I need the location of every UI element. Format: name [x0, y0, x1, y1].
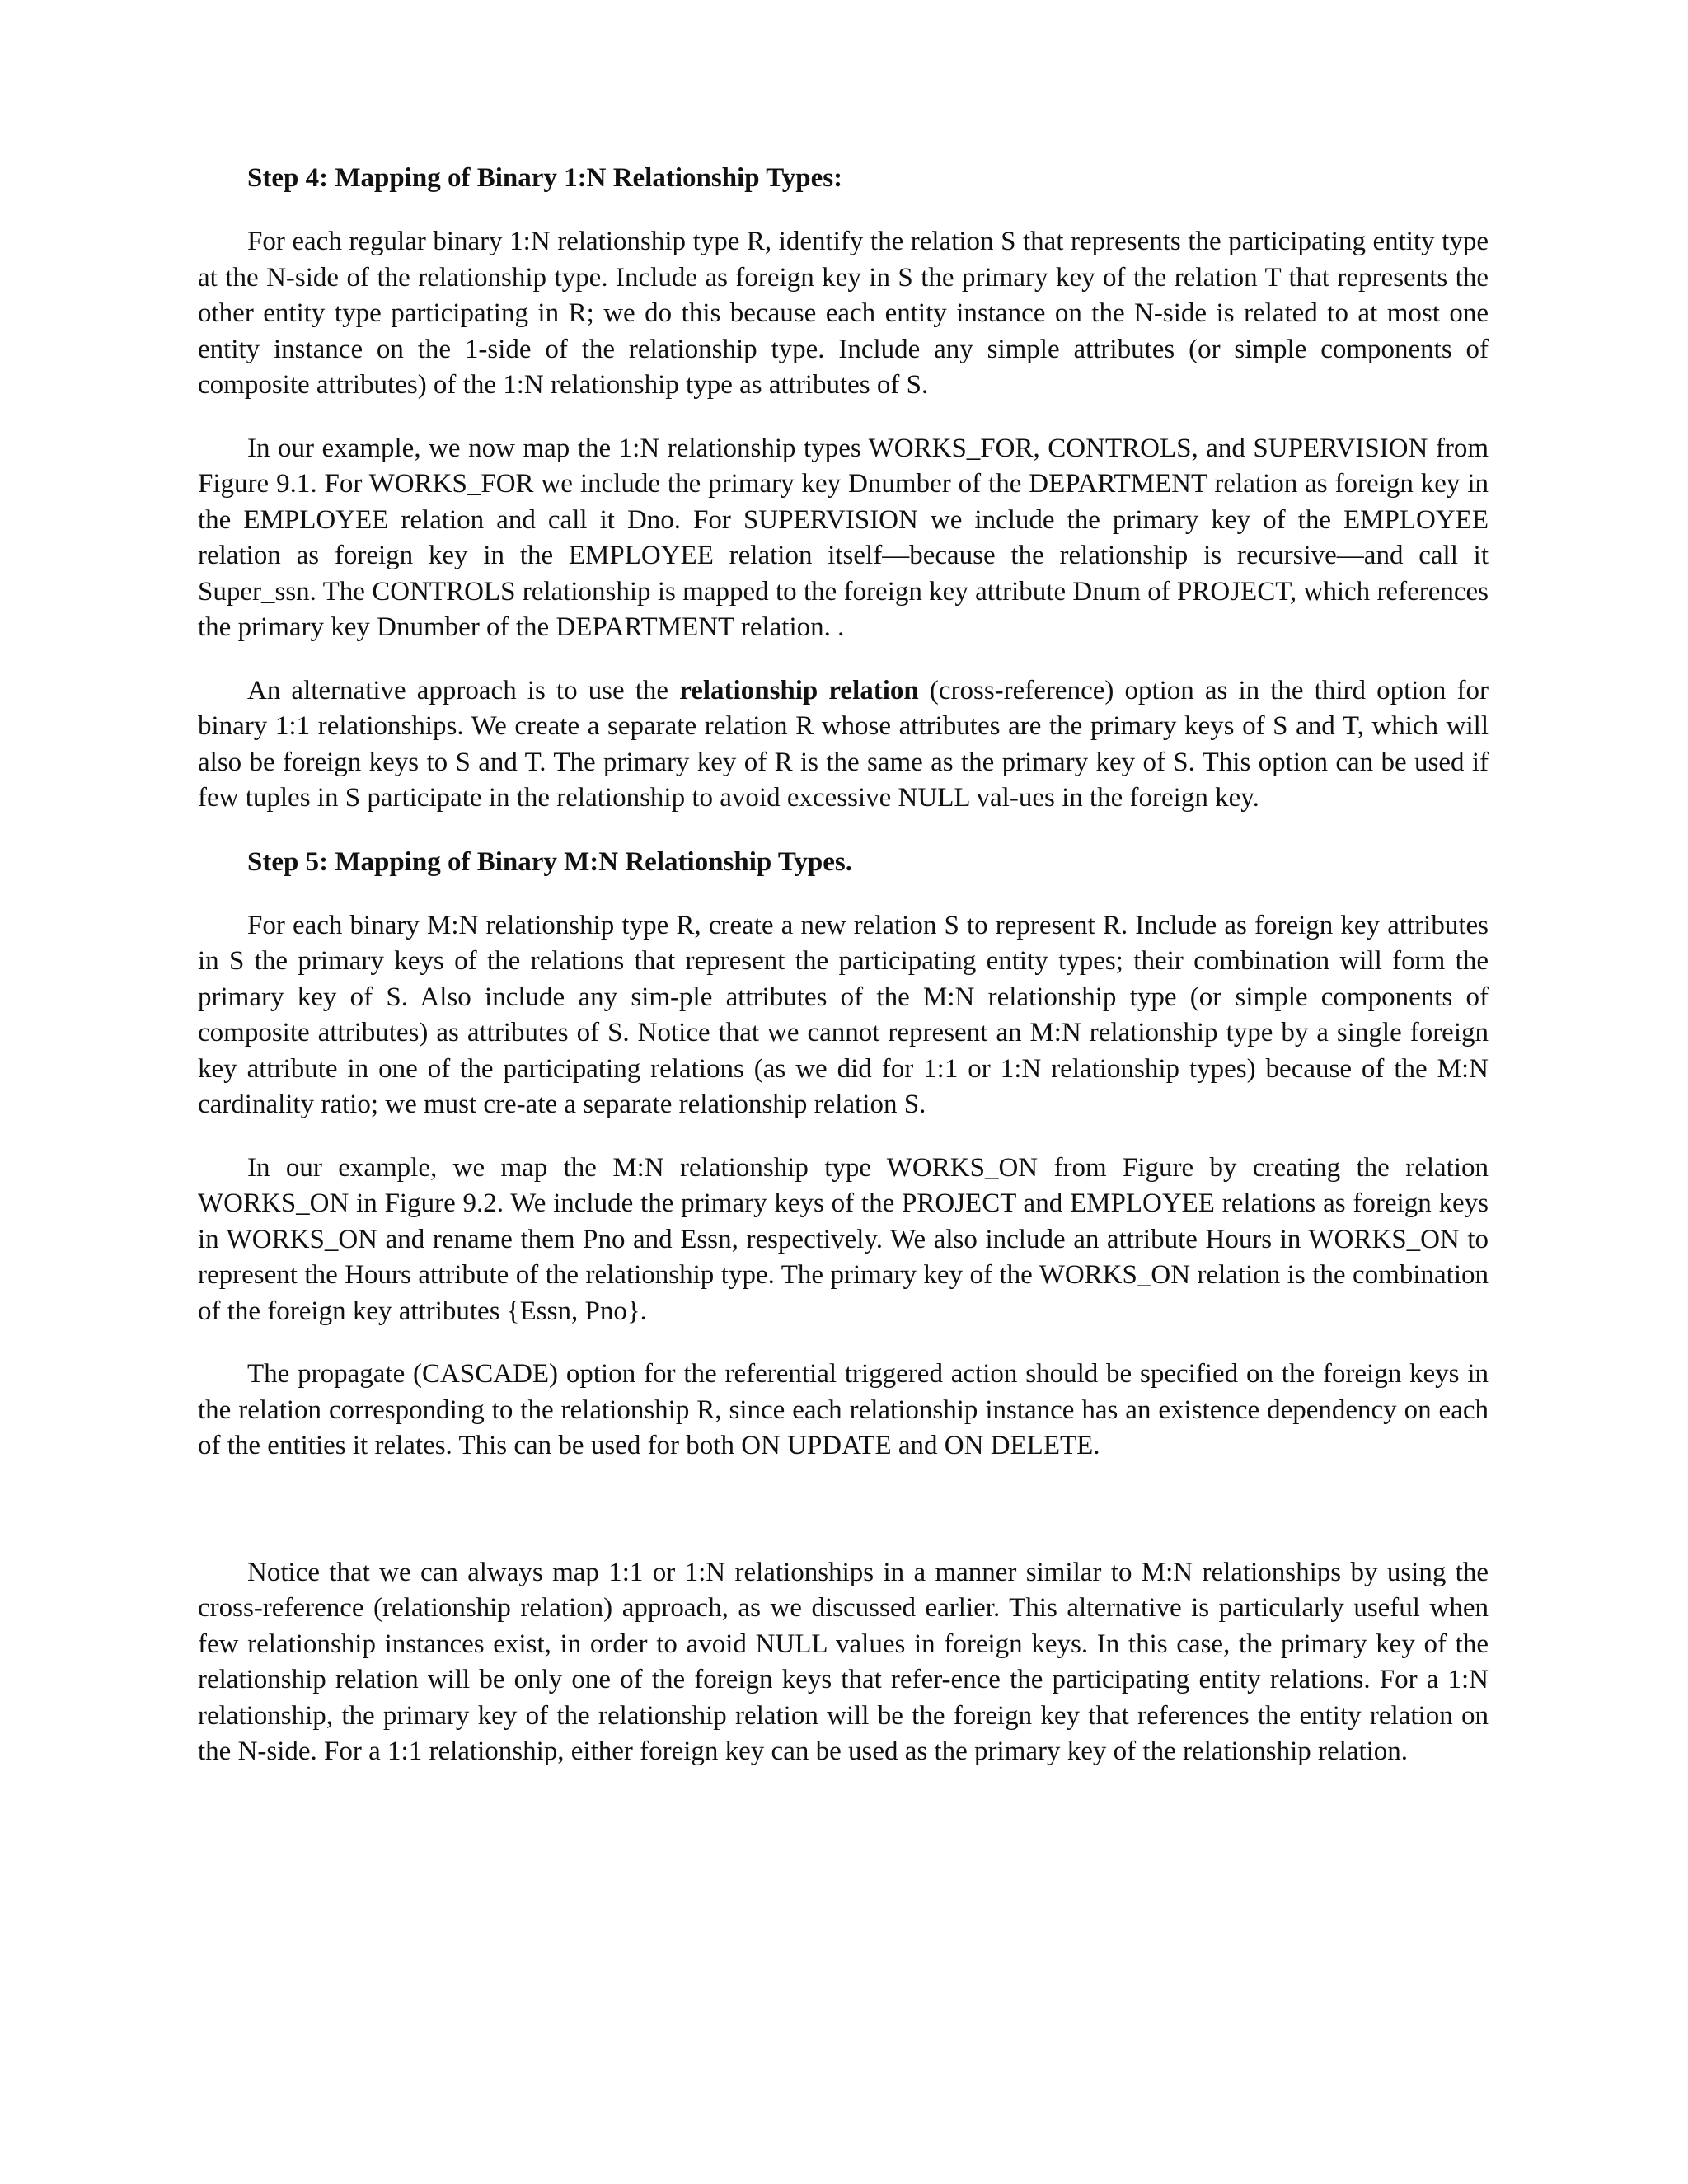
- step4-paragraph-2: In our example, we now map the 1:N relationship types WORKS_FOR, CONTROLS, and SUPERVISION from Figure 9.1. For WORKS_FOR we include the primary key Dnumber of the DEPARTMENT relation as foreign key in the EMPLOYEE relation and call it Dno. For SUPERVISION we include the primary key of the EMPLOYEE relation as foreign key in the EMPLOYEE relation itself—because the relationship is recursive—and call it Super_ssn. The CONTROLS relationship is mapped to the foreign key attribute Dnum of PROJECT, which references the primary key Dnumber of the DEPARTMENT relation. .: [198, 433, 1489, 642]
- step5-paragraph-4: Notice that we can always map 1:1 or 1:N relationships in a manner similar to M:N relationships by using the cross-reference (relationship relation) approach, as we discussed earlier. This alternative is particularly useful when few relationship instances exist, in order to avoid NULL values in foreign keys. In this case, the primary key of the relationship relation will be only one of the foreign keys that refer-ence the participating entity relations. For a 1:N relationship, the primary key of the relationship relation will be the foreign key that references the entity relation on the N-side. For a 1:1 relationship, either foreign key can be used as the primary key of the relationship relation.: [198, 1557, 1489, 1766]
- step4-p3-text-after: (cross-reference) option as in the third option for binary 1:1 relationships. We create a separate relation R whose attributes are the primary keys of S and T, which will also be foreign keys to S and T. The primary key of R is the same as the primary key of S. This option can be used if few tuples in S participate in the relationship to avoid excessive NULL val-ues in the foreign key.: [198, 675, 1489, 813]
- step4-heading: Step 4: Mapping of Binary 1:N Relationship Types:: [247, 163, 843, 193]
- step4-paragraph-3: [198, 673, 1489, 817]
- step5-heading: Step 5: Mapping of Binary M:N Relationship Types.: [247, 846, 853, 877]
- step4-p3-text-before: An alternative approach is to use the: [247, 675, 680, 705]
- step5-paragraph-2: In our example, we map the M:N relationship type WORKS_ON from Figure by creating the relation WORKS_ON in Figure 9.2. We include the primary keys of the PROJECT and EMPLOYEE relations as foreign keys in WORKS_ON and rename them Pno and Essn, respectively. We also include an attribute Hours in WORKS_ON to represent the Hours attribute of the relationship type. The primary key of the WORKS_ON relation is the combination of the foreign key attributes {Essn, Pno}.: [198, 1152, 1489, 1326]
- step4-paragraph-1: For each regular binary 1:N relationship type R, identify the relation S that represents the participating entity type at the N-side of the relationship type. Include as foreign key in S the primary key of the relation T that represents the other entity type participating in R; we do this because each entity instance on the N-side is related to at most one entity instance on the 1-side of the relationship type. Include any simple attributes (or simple components of composite attributes) of the 1:N relationship type as attributes of S.: [198, 227, 1489, 400]
- step5-paragraph-3: The propagate (CASCADE) option for the referential triggered action should be specified on the foreign keys in the relation corresponding to the relationship R, since each relationship instance has an existence dependency on each of the entities it relates. This can be used for both ON UPDATE and ON DELETE.: [198, 1359, 1489, 1460]
- document-body: [198, 160, 1489, 1770]
- relationship-relation-term: relationship relation: [679, 675, 919, 705]
- step5-paragraph-1: For each binary M:N relationship type R, create a new relation S to represent R. Include as foreign key attributes in S the primary keys of the relations that represent the participating entity types; their combination will form the primary key of S. Also include any sim-ple attributes of the M:N relationship type (or simple components of composite attributes) as attributes of S. Notice that we cannot represent an M:N relationship type by a single foreign key attribute in one of the participating relations (as we did for 1:1 or 1:N relationship types) because of the M:N cardinality ratio; we must cre-ate a separate relationship relation S.: [198, 910, 1489, 1119]
